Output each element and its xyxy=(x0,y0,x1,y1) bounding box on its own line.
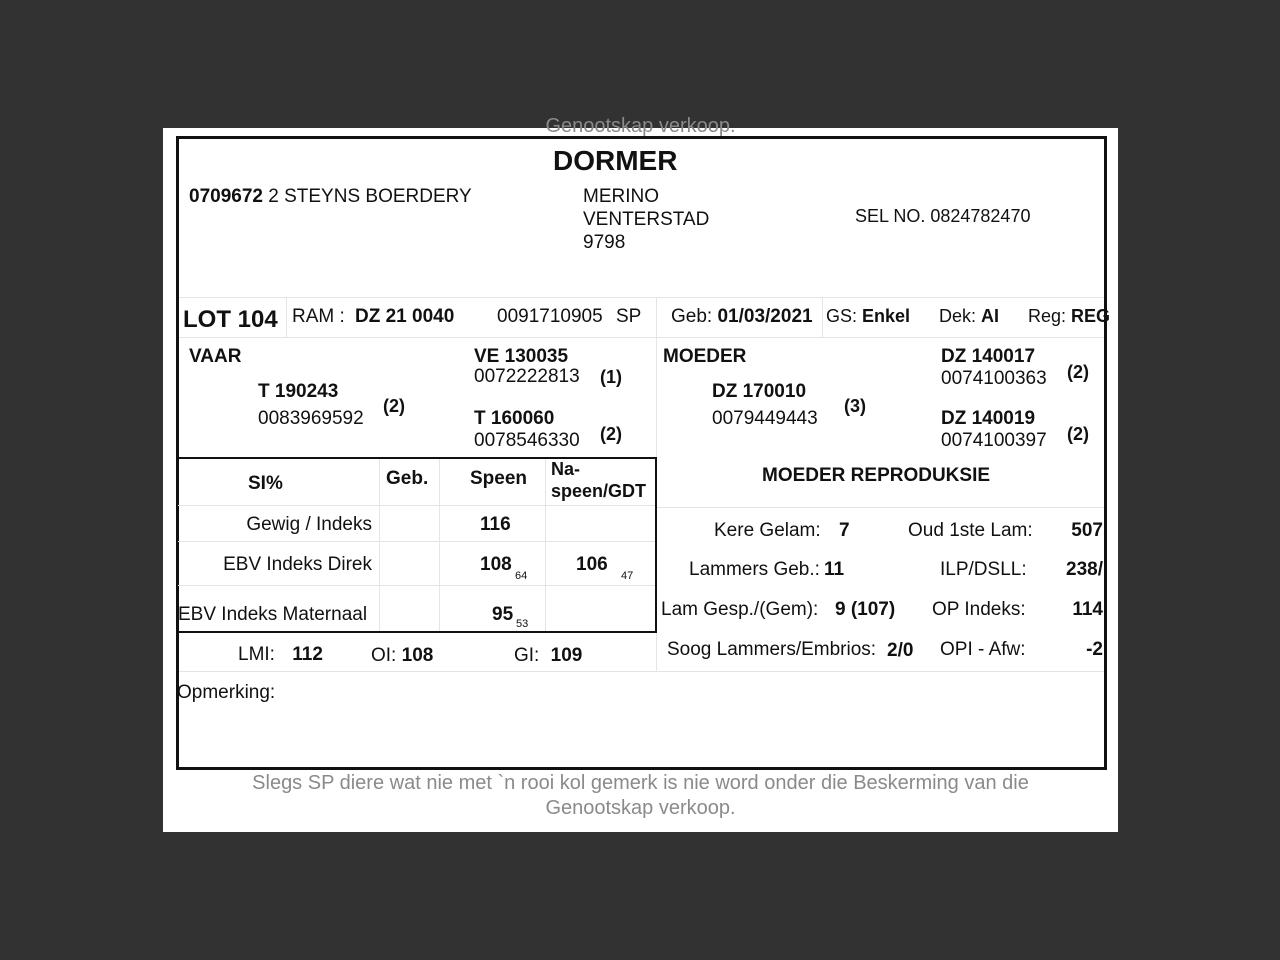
breeder xyxy=(189,187,472,206)
oi-value: 108 xyxy=(401,645,434,666)
divider xyxy=(822,297,823,337)
moeder-id: DZ 170010 xyxy=(712,381,807,402)
divider xyxy=(656,297,657,457)
moeder-grade: (3) xyxy=(844,396,866,416)
gesp-label: Lam Gesp./(Gem): xyxy=(661,599,819,620)
lmi-label: LMI: xyxy=(238,644,275,665)
divider xyxy=(178,585,655,586)
vaar-vaar-id: VE 130035 xyxy=(474,346,569,367)
row-label: EBV Indeks Direk xyxy=(223,554,372,575)
moeder-vaar-reg: 0074100363 xyxy=(941,368,1047,389)
ilp-value: 238/ xyxy=(1066,559,1103,580)
divider xyxy=(379,459,380,631)
row-speen: 95 xyxy=(492,604,514,625)
moeder-label: MOEDER xyxy=(663,346,747,367)
address-line1: MERINO xyxy=(583,186,659,207)
gs-value: Enkel xyxy=(862,306,911,326)
moeder-vaar-id: DZ 140017 xyxy=(941,346,1036,367)
divider xyxy=(179,671,1104,672)
row-speen: 108 xyxy=(480,554,512,575)
row-naspeen: 106 xyxy=(576,554,608,575)
op-value: 114 xyxy=(1072,599,1103,620)
reg xyxy=(1028,307,1110,325)
sel-no: SEL NO. 0824782470 xyxy=(855,206,1031,226)
moeder-vaar-grade: (2) xyxy=(1067,362,1089,382)
ilp-label: ILP/DSLL: xyxy=(940,559,1027,580)
reg-label: Reg: xyxy=(1028,306,1067,326)
gs-label: GS: xyxy=(826,306,858,326)
ram-label: RAM : xyxy=(292,306,345,327)
opmerking-label: Opmerking: xyxy=(177,682,276,703)
geb-header: Geb. xyxy=(386,468,429,489)
ram-sp: SP xyxy=(616,306,642,327)
geb xyxy=(671,307,813,326)
gi-label: GI: xyxy=(514,645,540,666)
soog-value: 2/0 xyxy=(887,640,914,661)
ram-reg: 0091710905 xyxy=(497,306,603,327)
si-table xyxy=(176,457,657,633)
moeder-reg: 0079449443 xyxy=(712,408,818,429)
divider xyxy=(286,297,287,337)
vaar-id: T 190243 xyxy=(258,381,339,402)
footer-line1: Slegs SP diere wat nie met `n rooi kol gemerk is nie word onder die Beskerming van die xyxy=(252,772,1029,794)
divider xyxy=(439,459,440,631)
lot-number: LOT 104 xyxy=(183,306,278,333)
dek xyxy=(939,307,999,325)
lammers-label: Lammers Geb.: xyxy=(689,559,820,580)
divider xyxy=(178,505,655,506)
oi-label: OI: xyxy=(371,645,397,666)
dek-value: AI xyxy=(981,306,1000,326)
vaar-label: VAAR xyxy=(189,346,242,367)
vaar-vaar-reg: 0072222813 xyxy=(474,366,580,387)
oud-value: 507 xyxy=(1071,520,1103,541)
geb-value: 01/03/2021 xyxy=(717,306,813,327)
divider xyxy=(179,337,1104,338)
kere-value: 7 xyxy=(839,520,850,541)
divider xyxy=(178,541,655,542)
gi xyxy=(514,646,582,665)
breeder-name: 2 STEYNS BOERDERY xyxy=(268,186,472,207)
vaar-reg: 0083969592 xyxy=(258,408,364,429)
kere-label: Kere Gelam: xyxy=(714,520,821,541)
lammers-value: 11 xyxy=(824,559,845,580)
moeder-moeder-id: DZ 140019 xyxy=(941,408,1036,429)
breed-title: DORMER xyxy=(553,145,678,176)
address-line3: 9798 xyxy=(583,232,626,253)
dek-label: Dek: xyxy=(939,306,977,326)
top-ghost-text: Genootskap verkoop. xyxy=(545,115,736,137)
speen-header: Speen xyxy=(470,468,528,489)
oud-label: Oud 1ste Lam: xyxy=(908,520,1033,541)
soog-label: Soog Lammers/Embrios: xyxy=(667,639,877,660)
row-label: Gewig / Indeks xyxy=(246,514,372,535)
row-speen-sub: 64 xyxy=(515,570,528,582)
oi xyxy=(371,646,433,665)
moeder-moeder-reg: 0074100397 xyxy=(941,430,1047,451)
si-header: SI% xyxy=(248,473,283,494)
gs xyxy=(826,307,910,325)
vaar-grade: (2) xyxy=(383,396,405,416)
opi-value: -2 xyxy=(1086,639,1103,660)
op-label: OP Indeks: xyxy=(932,599,1026,620)
lot-card xyxy=(176,136,1111,770)
ram-id: DZ 21 0040 xyxy=(355,306,455,327)
vaar-moeder-reg: 0078546330 xyxy=(474,430,580,451)
vaar-moeder-grade: (2) xyxy=(600,424,622,444)
lot-card-page xyxy=(163,115,1118,832)
gi-value: 109 xyxy=(550,645,583,666)
lmi xyxy=(238,645,323,664)
reg-value: REG xyxy=(1071,306,1111,326)
divider xyxy=(545,459,546,631)
breeder-number: 0709672 xyxy=(189,186,263,207)
vaar-vaar-grade: (1) xyxy=(600,367,622,387)
opi-label: OPI - Afw: xyxy=(940,639,1026,660)
divider xyxy=(179,297,1104,298)
footer-line2: Genootskap verkoop. xyxy=(545,797,736,819)
repro-title: MOEDER REPRODUKSIE xyxy=(762,465,991,486)
naspeen-header-1: Na- xyxy=(551,459,581,479)
gesp-value: 9 (107) xyxy=(835,599,896,620)
row-speen-sub: 53 xyxy=(516,618,529,630)
geb-label: Geb: xyxy=(671,306,713,327)
row-label: EBV Indeks Maternaal xyxy=(178,604,368,625)
lmi-value: 112 xyxy=(292,644,323,665)
moeder-moeder-grade: (2) xyxy=(1067,424,1089,444)
vaar-moeder-id: T 160060 xyxy=(474,408,555,429)
row-speen: 116 xyxy=(480,514,511,535)
address-line2: VENTERSTAD xyxy=(583,209,710,230)
row-naspeen-sub: 47 xyxy=(621,570,634,582)
naspeen-header-2: speen/GDT xyxy=(551,481,647,501)
divider xyxy=(656,507,1104,508)
